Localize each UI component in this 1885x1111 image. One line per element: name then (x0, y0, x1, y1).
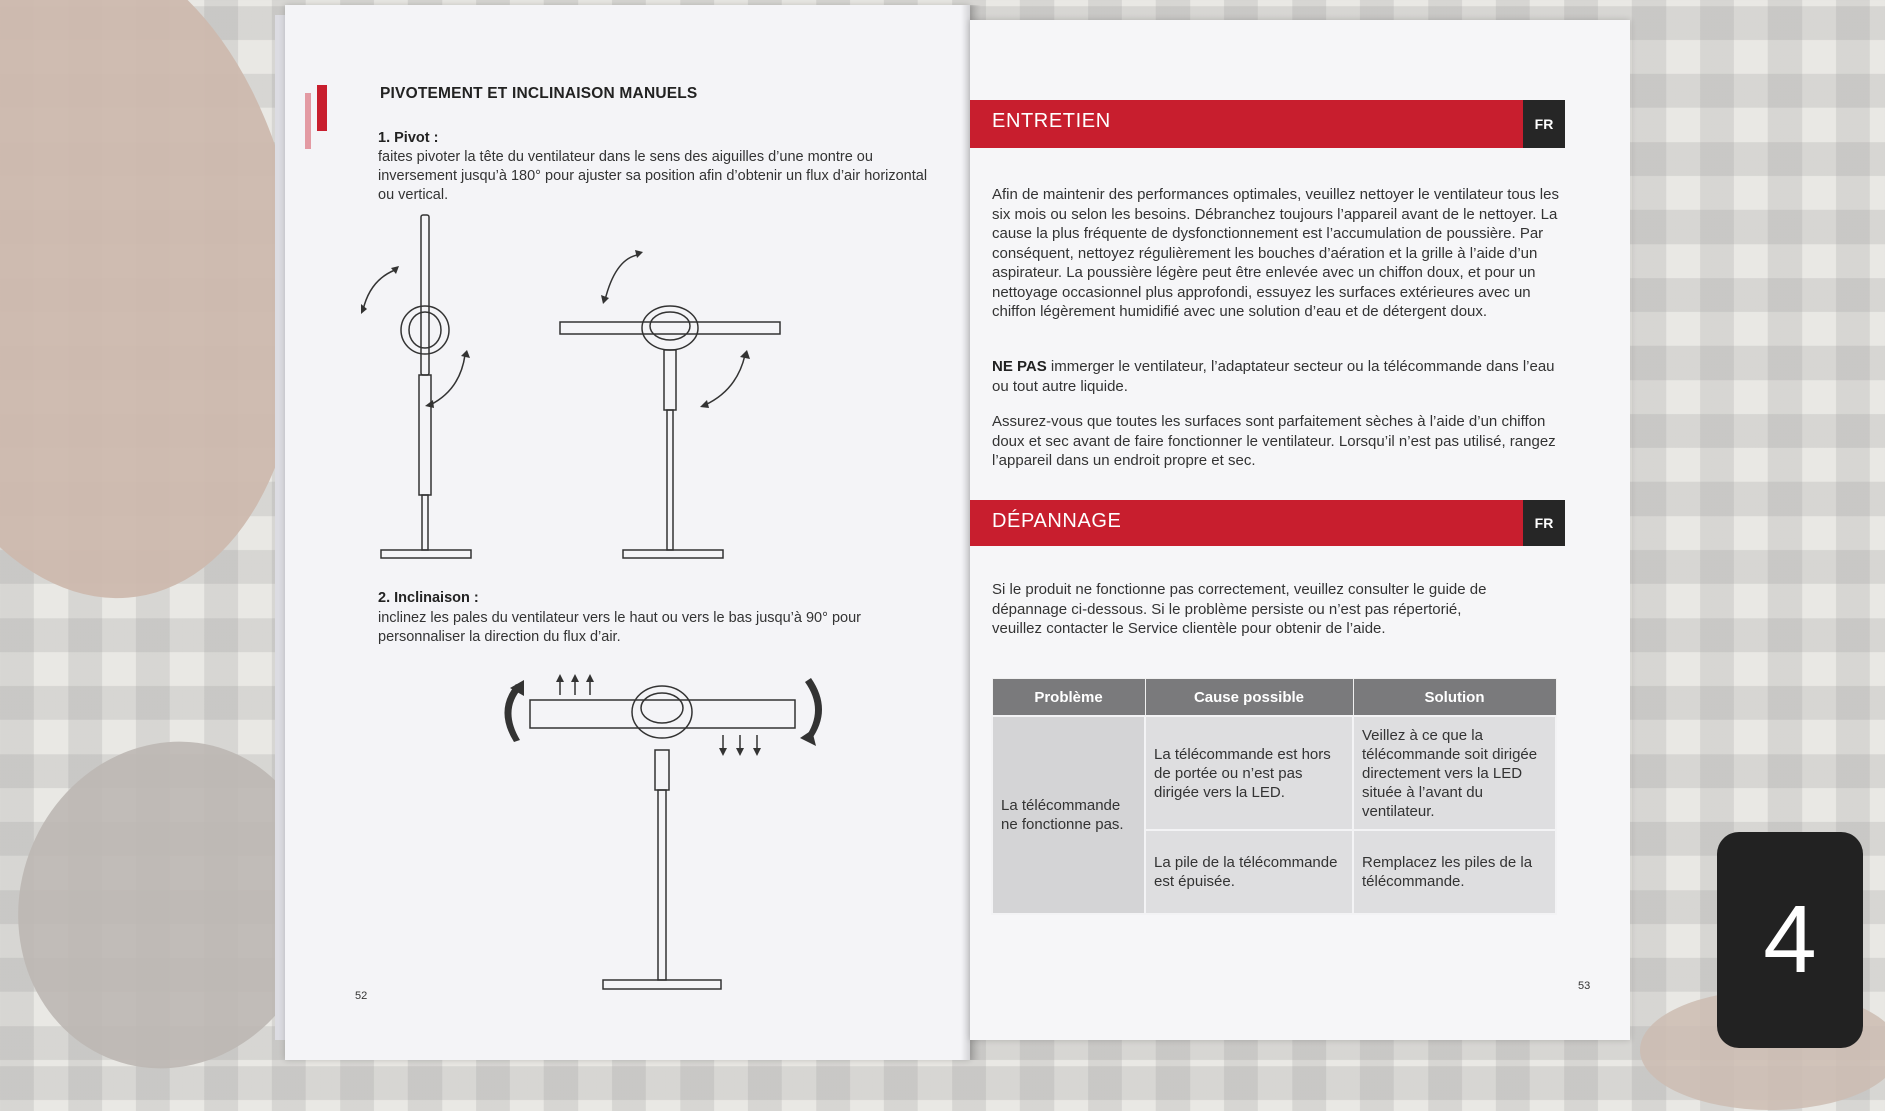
page-edge (275, 15, 285, 1040)
pivot-text: faites pivoter la tête du ventilateur dans le sens des aiguilles d’une montre ou inversement jusqu’à 180° pour ajuster sa position afin d’obtenir un flux d’air horizontal ou vertical. (378, 149, 928, 203)
tilt-text: inclinez les pales du ventilateur vers le haut ou vers le bas jusqu’à 90° pour personnaliser la direction du flux d’air. (378, 610, 861, 645)
open-manual (285, 5, 1630, 1060)
maintenance-para-2 (992, 357, 1567, 396)
left-page (285, 5, 970, 1060)
fan-horizontal-illustration (555, 240, 785, 565)
solution-cell: Remplacez les piles de la télécommande. (1353, 830, 1556, 914)
warning-bold: NE PAS (992, 358, 1047, 375)
cause-cell: La pile de la télécommande est épuisée. (1145, 830, 1353, 914)
maintenance-para-1: Afin de maintenir des performances optimales, veuillez nettoyer le ventilateur tous les six mois ou selon les besoins. Débranchez toujours l’appareil avant de le nettoyer. La cause la plus fréquente de dysfonctionnement est l’accumulation de poussière. Par conséquent, nettoyez régulièrement les bouches d’aération et la grille à l’aide d’un aspirateur. La poussière légère peut être enlevée avec un chiffon doux, et pour un nettoyage occasionnel plus approfondi, essuyez les surfaces extérieures avec un chiffon légèrement humidifié avec une solution d’eau et de détergent doux. (992, 186, 1559, 320)
fan-tilt-illustration (500, 670, 840, 1000)
troubleshooting-lang-badge: FR (1523, 500, 1565, 546)
troubleshooting-intro: Si le produit ne fonctionne pas correctement, veuillez consulter le guide de dépannage ci-dessous. Si le problème persiste ou n’est pas répertorié, veuillez contacter le Service clientèle pour obtenir de l’aide. (992, 581, 1487, 637)
warning-text: immerger le ventilateur, l’adaptateur secteur ou la télécommande dans l’eau ou tout autre liquide. (992, 358, 1555, 395)
pivot-title: 1. Pivot : (378, 130, 439, 146)
image-number-badge (1717, 832, 1863, 1048)
solution-cell: Veillez à ce que la télécommande soit dirigée directement vers la LED située à l’avant du ventilateur. (1353, 716, 1556, 830)
maintenance-para-3: Assurez-vous que toutes les surfaces sont parfaitement sèches à l’aide d’un chiffon doux et sec avant de faire fonctionner le ventilateur. Lorsqu’il n’est pas utilisé, rangez l’appareil dans un endroit propre et sec. (992, 413, 1556, 469)
table-header-row (992, 679, 1556, 717)
page-number-right: 53 (1578, 980, 1591, 992)
problem-cell: La télécommande ne fonctionne pas. (992, 716, 1145, 914)
page-marker (317, 85, 327, 131)
tilt-title: 2. Inclinaison : (378, 590, 479, 606)
page-marker-light (305, 93, 311, 149)
section-heading: PIVOTEMENT ET INCLINAISON MANUELS (380, 85, 698, 102)
badge-number: 4 (1763, 886, 1817, 993)
column-header-problem: Problème (992, 679, 1145, 717)
table-row (992, 716, 1556, 830)
fan-vertical-illustration (355, 210, 495, 565)
maintenance-header (970, 100, 1565, 148)
right-page (970, 20, 1630, 1040)
page-number-left: 52 (355, 990, 368, 1002)
cause-cell: La télécommande est hors de portée ou n’est pas dirigée vers la LED. (1145, 716, 1353, 830)
troubleshooting-title: DÉPANNAGE (992, 510, 1122, 532)
maintenance-title: ENTRETIEN (992, 110, 1111, 132)
troubleshooting-table (991, 678, 1557, 915)
column-header-solution: Solution (1353, 679, 1556, 717)
maintenance-lang-badge: FR (1523, 100, 1565, 148)
column-header-cause: Cause possible (1145, 679, 1353, 717)
troubleshooting-header (970, 500, 1565, 546)
